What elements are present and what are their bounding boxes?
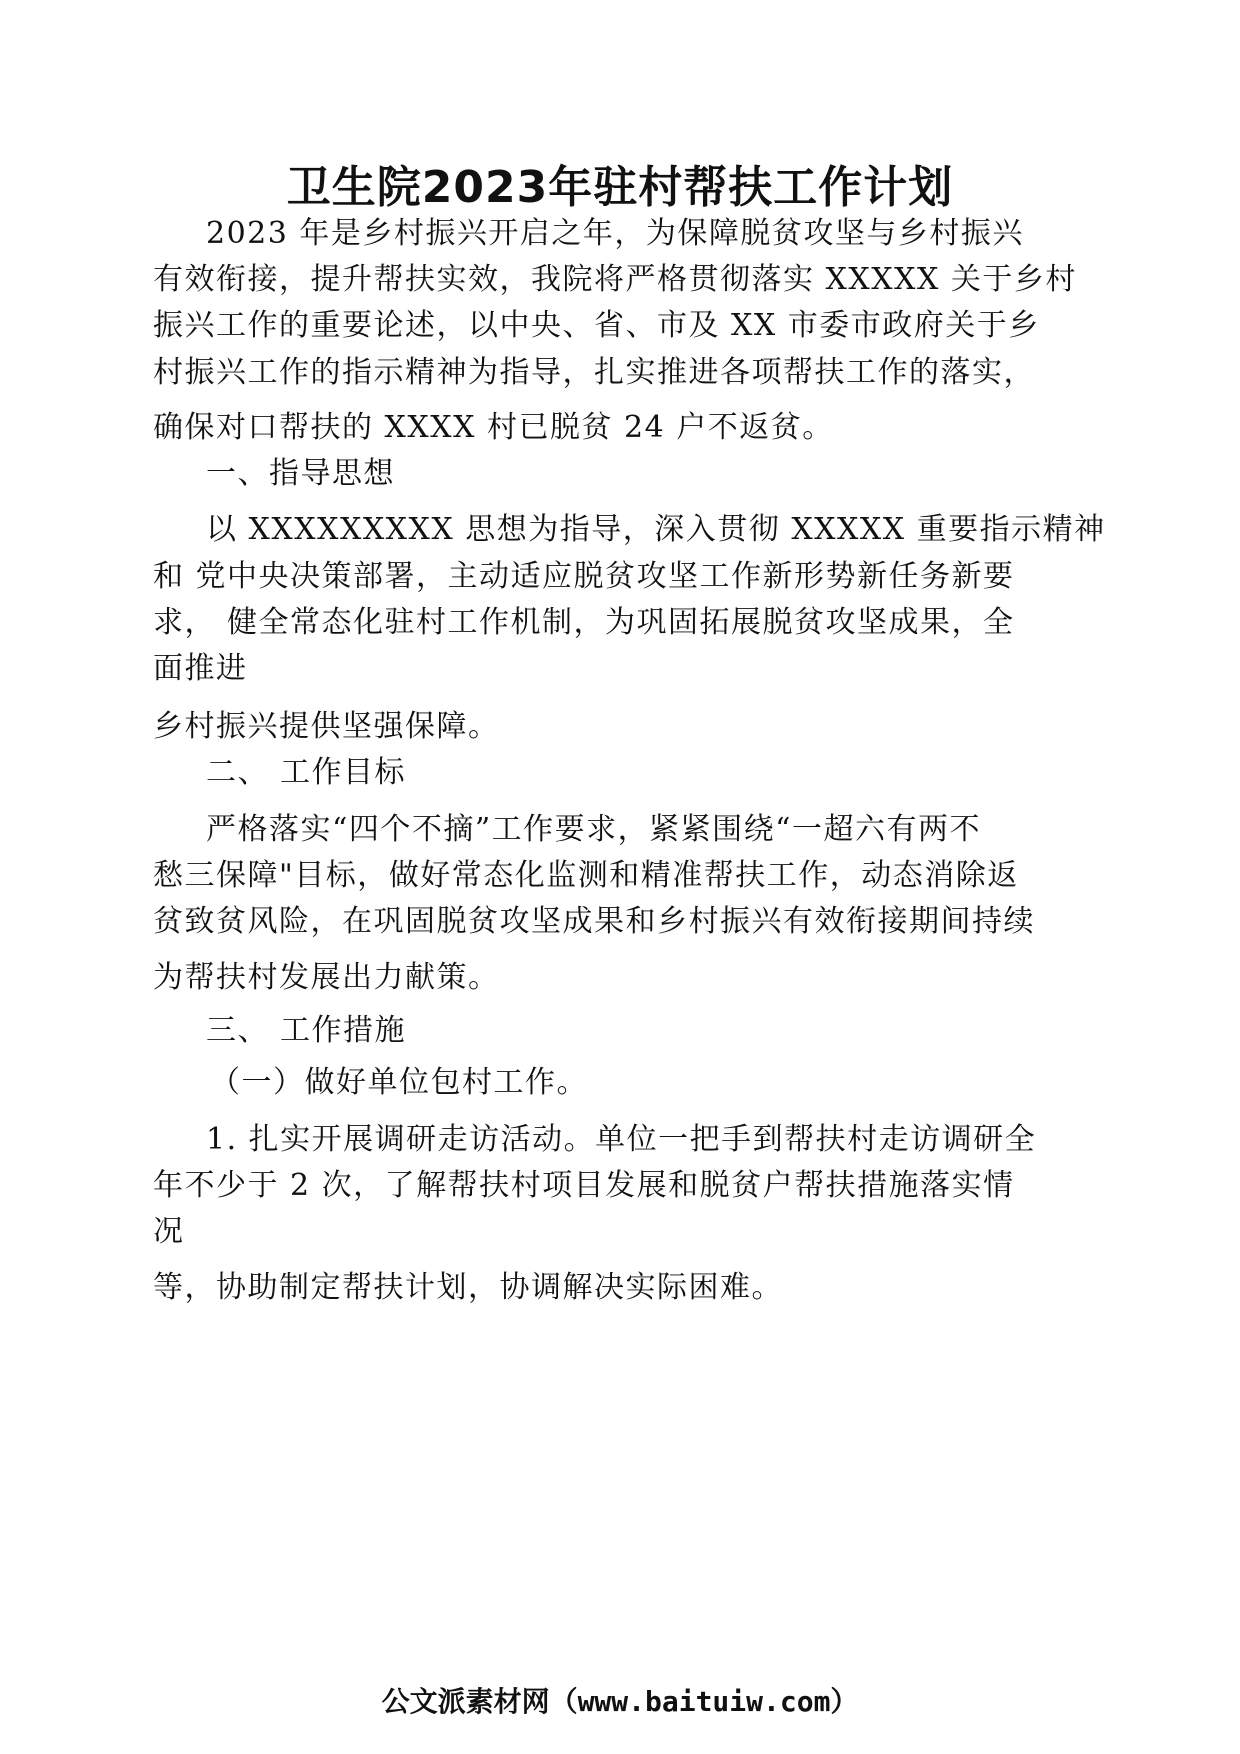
paragraph-intro-line-4: 村振兴工作的指示精神为指导，扎实推进各项帮扶工作的落实， xyxy=(153,355,1035,390)
paragraph-measure-1-line-1: 1. 扎实开展调研走访活动。单位一把手到帮扶村走访调研全 xyxy=(206,1122,1037,1157)
paragraph-intro-line-5: 确保对口帮扶的 XXXX 村已脱贫 24 户不返贫。 xyxy=(153,410,834,445)
paragraph-guiding-line-4: 面推进 xyxy=(153,651,248,686)
subsection-heading-village-work: （一）做好单位包村工作。 xyxy=(210,1065,588,1100)
paragraph-guiding-line-1: 以 XXXXXXXXX 思想为指导，深入贯彻 XXXXX 重要指示精神 xyxy=(206,512,1106,547)
paragraph-intro-line-2: 有效衔接，提升帮扶实效，我院将严格贯彻落实 XXXXX 关于乡村 xyxy=(153,262,1077,297)
paragraph-goals-line-4: 为帮扶村发展出力献策。 xyxy=(153,960,500,995)
footer-website-label: 公文派素材网（www.baituiw.com） xyxy=(381,1685,859,1718)
paragraph-measure-1-line-4: 等，协助制定帮扶计划，协调解决实际困难。 xyxy=(153,1270,783,1305)
paragraph-intro-line-3: 振兴工作的重要论述，以中央、省、市及 XX 市委市政府关于乡 xyxy=(153,308,1040,343)
section-heading-guiding-thought: 一、指导思想 xyxy=(206,456,395,491)
paragraph-measure-1-line-2: 年不少于 2 次，了解帮扶村项目发展和脱贫户帮扶措施落实情 xyxy=(153,1168,1015,1203)
section-heading-work-measures: 三、 工作措施 xyxy=(206,1013,407,1048)
paragraph-goals-line-1: 严格落实“四个不摘”工作要求，紧紧围绕“一超六有两不 xyxy=(206,812,982,847)
paragraph-goals-line-3: 贫致贫风险，在巩固脱贫攻坚成果和乡村振兴有效衔接期间持续 xyxy=(153,904,1035,939)
paragraph-guiding-line-2: 和 党中央决策部署，主动适应脱贫攻坚工作新形势新任务新要 xyxy=(153,559,1015,594)
paragraph-intro-line-1: 2023 年是乡村振兴开启之年，为保障脱贫攻坚与乡村振兴 xyxy=(206,216,1024,251)
paragraph-guiding-line-5: 乡村振兴提供坚强保障。 xyxy=(153,709,500,744)
paragraph-measure-1-line-3: 况 xyxy=(153,1214,185,1249)
paragraph-goals-line-2: 愁三保障"目标，做好常态化监测和精准帮扶工作，动态消除返 xyxy=(153,858,1019,893)
section-heading-work-goals: 二、 工作目标 xyxy=(206,755,407,790)
paragraph-guiding-line-3: 求， 健全常态化驻村工作机制，为巩固拓展脱贫攻坚成果，全 xyxy=(153,605,1015,640)
document-title: 卫生院2023年驻村帮扶工作计划 xyxy=(286,162,954,213)
